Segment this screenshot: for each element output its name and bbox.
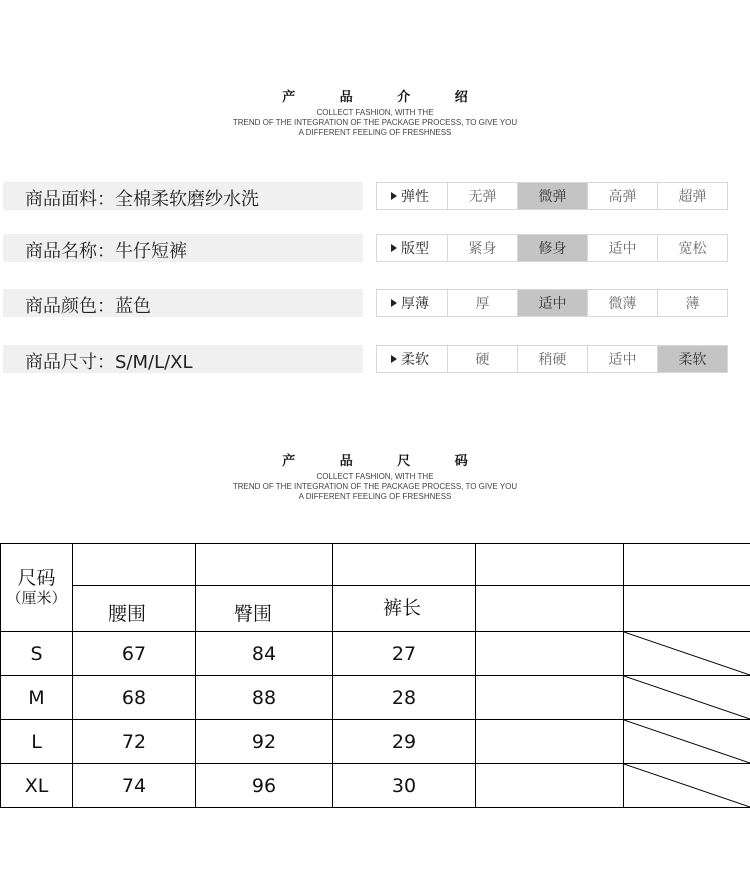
intro-subtitle-line-3: A DIFFERENT FEELING OF FRESHNESS	[298, 128, 452, 137]
scale-name-label: 版型	[401, 241, 429, 257]
measurement-cell: 28	[333, 676, 476, 720]
diagonal-line	[624, 764, 750, 807]
size-subtitle-line-2: TREND OF THE INTEGRATION OF THE PACKAGE PROCESS, TO GIVE YOU	[232, 482, 518, 491]
size-unit-sub-label: （厘米）	[6, 588, 67, 607]
intro-subtitle-line-2: TREND OF THE INTEGRATION OF THE PACKAGE PROCESS, TO GIVE YOU	[232, 118, 518, 127]
diagonal-line	[624, 632, 750, 675]
scale-option: 紧身	[447, 235, 517, 261]
diagonal-cell	[624, 720, 750, 764]
scale-option: 微薄	[587, 290, 657, 316]
scale-name	[377, 235, 447, 261]
triangle-right-icon	[391, 192, 397, 200]
scale-option: 薄	[657, 290, 727, 316]
scale-option-selected: 微弹	[517, 183, 587, 209]
scale-option: 高弹	[587, 183, 657, 209]
scale-name	[377, 183, 447, 209]
scale-name-label: 弹性	[401, 189, 429, 205]
attribute-scale	[376, 345, 728, 373]
triangle-right-icon	[391, 355, 397, 363]
triangle-right-icon	[391, 299, 397, 307]
scale-option-selected: 适中	[517, 290, 587, 316]
table-row	[1, 676, 750, 720]
size-unit-cell	[1, 544, 73, 632]
size-header	[0, 450, 750, 502]
attribute-row	[0, 289, 750, 319]
header-blank-cell	[333, 544, 476, 586]
attribute-label: 商品尺寸：S/M/L/XL	[25, 352, 193, 373]
size-table	[0, 543, 750, 808]
header-blank-cell	[196, 544, 333, 586]
intro-title: 产 品 介 绍	[282, 90, 488, 105]
empty-cell	[476, 764, 624, 808]
size-subtitle-line-3: A DIFFERENT FEELING OF FRESHNESS	[298, 492, 452, 501]
measurement-cell: 84	[196, 632, 333, 676]
measurement-cell: 30	[333, 764, 476, 808]
empty-cell	[476, 720, 624, 764]
measurement-cell: 74	[73, 764, 196, 808]
diagonal-line	[624, 720, 750, 763]
header-blank-cell	[624, 544, 750, 586]
scale-name	[377, 290, 447, 316]
measurement-cell: 67	[73, 632, 196, 676]
size-subtitle-line-1: COLLECT FASHION, WITH THE	[316, 472, 434, 481]
scale-option: 适中	[587, 346, 657, 372]
attribute-row	[0, 234, 750, 264]
measurement-cell: 88	[196, 676, 333, 720]
intro-header	[0, 86, 750, 138]
empty-cell	[476, 676, 624, 720]
size-label-cell: XL	[1, 764, 73, 808]
header-blank-cell	[476, 586, 624, 632]
diagonal-cell	[624, 676, 750, 720]
empty-cell	[476, 632, 624, 676]
measurement-cell: 72	[73, 720, 196, 764]
attribute-scale	[376, 182, 728, 210]
scale-option: 硬	[447, 346, 517, 372]
attribute-label: 商品颜色：蓝色	[25, 296, 151, 317]
intro-subtitle-line-1: COLLECT FASHION, WITH THE	[316, 108, 434, 117]
measurement-cell: 92	[196, 720, 333, 764]
attribute-label-box	[3, 234, 363, 262]
attribute-row	[0, 182, 750, 212]
diagonal-cell	[624, 632, 750, 676]
column-header-waist: 腰围	[73, 586, 196, 632]
scale-option: 宽松	[657, 235, 727, 261]
header-blank-cell	[73, 544, 196, 586]
scale-option: 适中	[587, 235, 657, 261]
measurement-cell: 29	[333, 720, 476, 764]
attribute-label: 商品面料：全棉柔软磨纱水洗	[25, 189, 259, 210]
table-header-row	[1, 586, 750, 632]
measurement-cell: 68	[73, 676, 196, 720]
diagonal-line	[624, 676, 750, 719]
scale-name-label: 厚薄	[401, 296, 429, 312]
table-row	[1, 720, 750, 764]
attribute-label-box	[3, 345, 363, 373]
size-unit-label: 尺码	[17, 566, 56, 589]
diagonal-cell	[624, 764, 750, 808]
size-title: 产 品 尺 码	[282, 454, 488, 469]
scale-option: 超弹	[657, 183, 727, 209]
scale-name	[377, 346, 447, 372]
table-row	[1, 764, 750, 808]
scale-option-selected: 修身	[517, 235, 587, 261]
size-label-cell: S	[1, 632, 73, 676]
attribute-scale	[376, 289, 728, 317]
scale-option-selected: 柔软	[657, 346, 727, 372]
attribute-label: 商品名称：牛仔短裤	[25, 241, 187, 262]
header-blank-cell	[476, 544, 624, 586]
scale-name-label: 柔软	[401, 352, 429, 368]
column-header-length: 裤长	[333, 586, 476, 632]
table-header-row-top	[1, 544, 750, 586]
size-label-cell: L	[1, 720, 73, 764]
attribute-label-box	[3, 182, 363, 210]
header-blank-cell	[624, 586, 750, 632]
measurement-cell: 96	[196, 764, 333, 808]
attribute-row	[0, 345, 750, 375]
scale-option: 无弹	[447, 183, 517, 209]
scale-option: 稍硬	[517, 346, 587, 372]
column-header-hip: 臀围	[196, 586, 333, 632]
attribute-scale	[376, 234, 728, 262]
triangle-right-icon	[391, 244, 397, 252]
size-label-cell: M	[1, 676, 73, 720]
measurement-cell: 27	[333, 632, 476, 676]
scale-option: 厚	[447, 290, 517, 316]
attribute-label-box	[3, 289, 363, 317]
table-row	[1, 632, 750, 676]
